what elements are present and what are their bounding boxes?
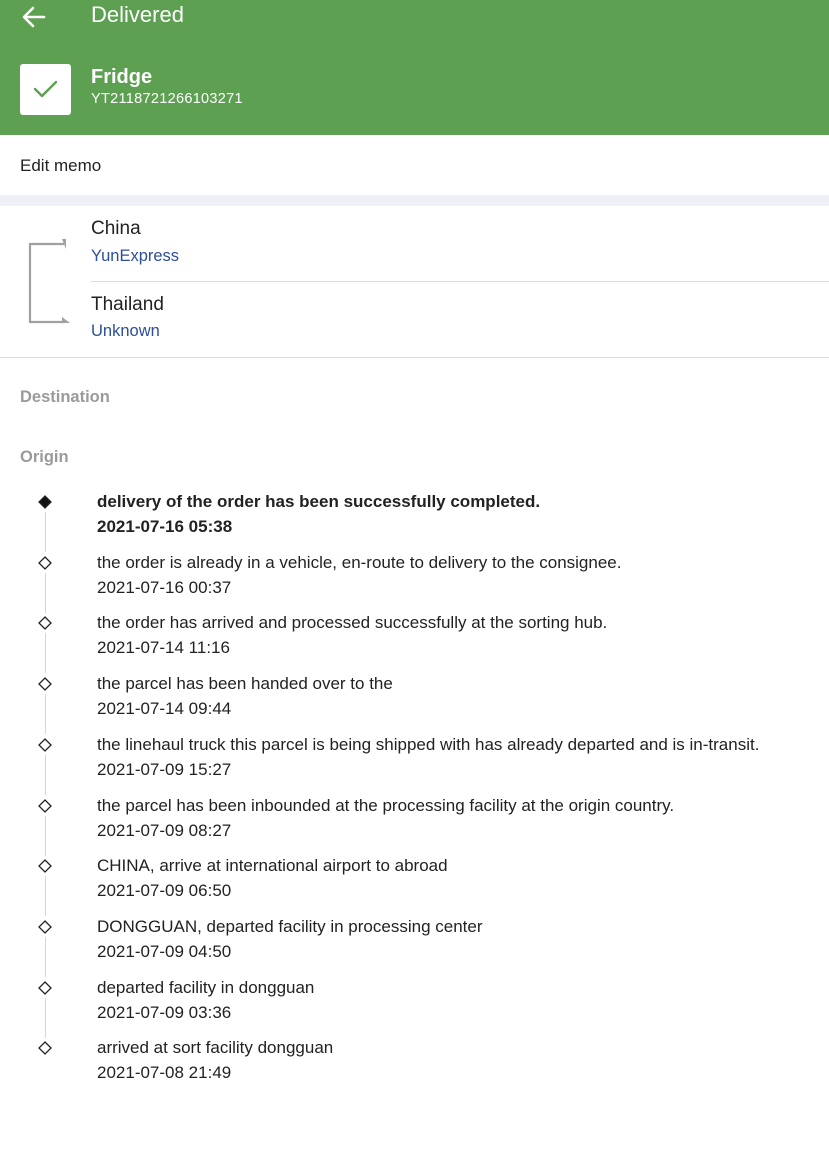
timeline-connector <box>45 694 46 734</box>
destination-section-label: Destination <box>20 388 110 406</box>
event-timestamp: 2021-07-09 15:27 <box>97 759 232 779</box>
origin-section-label: Origin <box>20 448 69 466</box>
timeline-connector <box>45 633 46 673</box>
timeline-event <box>0 1035 829 1096</box>
diamond-outline-icon <box>38 859 52 873</box>
timeline-connector <box>45 876 46 916</box>
timeline-event <box>0 489 829 550</box>
event-description: the linehaul truck this parcel is being shipped with has already departed and is in-transit. <box>97 734 760 754</box>
back-button[interactable] <box>20 3 48 31</box>
diamond-filled-icon <box>38 495 52 509</box>
event-timestamp: 2021-07-14 09:44 <box>97 699 232 719</box>
timeline-connector <box>45 937 46 977</box>
section-divider <box>0 195 829 206</box>
event-timestamp: 2021-07-09 03:36 <box>97 1002 232 1022</box>
event-description: CHINA, arrive at international airport to abroad <box>97 856 448 876</box>
timeline-event <box>0 610 829 671</box>
timeline-connector <box>45 755 46 795</box>
event-description: the order is already in a vehicle, en-route to delivery to the consignee. <box>97 552 622 572</box>
event-description: the parcel has been handed over to the <box>97 674 393 694</box>
event-timestamp: 2021-07-16 00:37 <box>97 577 232 597</box>
event-description: DONGGUAN, departed facility in processing center <box>97 916 483 936</box>
diamond-outline-icon <box>38 1041 52 1055</box>
event-description: departed facility in dongguan <box>97 977 315 997</box>
diamond-outline-icon <box>38 981 52 995</box>
route-card <box>0 206 829 358</box>
route-divider <box>91 281 829 282</box>
event-timestamp: 2021-07-09 08:27 <box>97 820 232 840</box>
diamond-outline-icon <box>38 677 52 691</box>
diamond-outline-icon <box>38 556 52 570</box>
diamond-outline-icon <box>38 616 52 630</box>
destination-carrier-link[interactable]: Unknown <box>91 322 160 340</box>
timeline-connector <box>45 573 46 613</box>
event-timestamp: 2021-07-09 06:50 <box>97 881 232 901</box>
status-header <box>0 0 829 135</box>
timeline-event <box>0 671 829 732</box>
timeline-event <box>0 732 829 793</box>
diamond-outline-icon <box>38 738 52 752</box>
timeline-event <box>0 914 829 975</box>
check-icon <box>33 78 58 100</box>
origin-country: China <box>91 218 141 239</box>
diamond-outline-icon <box>38 799 52 813</box>
event-description: arrived at sort facility dongguan <box>97 1038 334 1058</box>
timeline-event <box>0 853 829 914</box>
page-title: Delivered <box>91 2 184 27</box>
tracking-number: YT2118721266103271 <box>91 91 243 107</box>
timeline-connector <box>45 816 46 856</box>
event-timestamp: 2021-07-14 11:16 <box>97 638 230 658</box>
status-badge <box>20 64 71 115</box>
origin-carrier-link[interactable]: YunExpress <box>91 247 180 265</box>
event-description: delivery of the order has been successfully completed. <box>97 492 541 511</box>
event-timestamp: 2021-07-16 05:38 <box>97 517 233 536</box>
event-description: the order has arrived and processed successfully at the sorting hub. <box>97 613 608 633</box>
destination-country: Thailand <box>91 294 164 315</box>
edit-memo-label: Edit memo <box>20 156 102 175</box>
diamond-outline-icon <box>38 920 52 934</box>
route-connector-icon <box>26 239 72 331</box>
edit-memo-button[interactable] <box>0 135 829 195</box>
arrow-left-icon <box>20 3 48 31</box>
event-timestamp: 2021-07-08 21:49 <box>97 1063 232 1083</box>
event-description: the parcel has been inbounded at the processing facility at the origin country. <box>97 795 675 815</box>
timeline-connector <box>45 998 46 1038</box>
event-timestamp: 2021-07-09 04:50 <box>97 941 232 961</box>
item-name: Fridge <box>91 66 153 88</box>
timeline-event <box>0 793 829 854</box>
timeline-event <box>0 975 829 1036</box>
timeline-connector <box>45 512 46 552</box>
timeline-event <box>0 550 829 611</box>
